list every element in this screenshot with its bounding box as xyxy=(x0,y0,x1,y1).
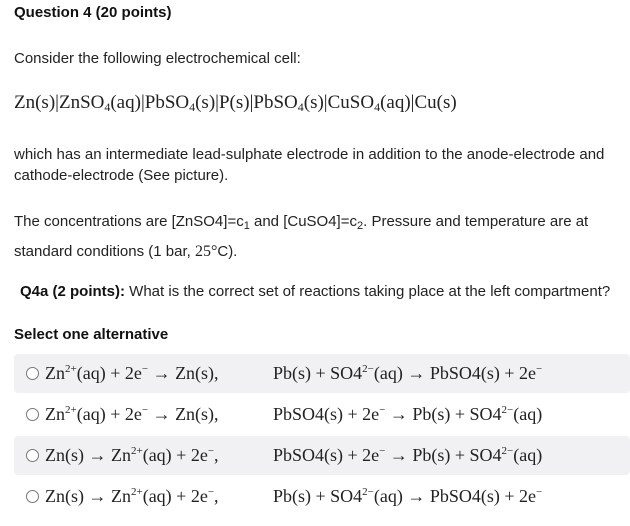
option-right-reaction: PbSO4(s) + $2e^- \to Pb(s) + SO4^{2-}(aq)$ xyxy=(273,445,543,465)
subquestion-text: What is the correct set of reactions taking place at the left compartment? xyxy=(125,283,611,300)
option-left-reaction: $Zn^{2+}(aq) + 2e^- \to Zn(s)$, xyxy=(45,363,219,383)
answer-options xyxy=(14,354,630,518)
option-left-reaction: $Zn(s) \to Zn^{2+}(aq) + 2e^-$, xyxy=(45,445,219,465)
subquestion-prompt xyxy=(20,282,610,302)
question-title: Question 4 (20 points) xyxy=(14,4,172,21)
cell-description: which has an intermediate lead-sulphate electrode in addition to the anode-electrode and cathode-electrode (See picture). xyxy=(14,146,605,184)
radio-button-icon[interactable] xyxy=(26,490,39,503)
subquestion-label: Q4a (2 points): xyxy=(20,283,126,300)
concentration-conditions: The concentrations are $[ZnSO4]=c_1$ and $[CuSO4]=c_2$. Pressure and temperature are at standard conditions (1 bar, 25°C). xyxy=(14,213,589,260)
option-right-reaction: PbSO4(s) + $2e^- \to Pb(s) + SO4^{2-}(aq)$ xyxy=(273,404,543,424)
answer-option-1[interactable] xyxy=(14,354,630,393)
select-one-label: Select one alternative xyxy=(14,326,169,343)
radio-button-icon[interactable] xyxy=(26,367,39,380)
option-right-reaction: $Pb(s) + SO4^{2-}(aq)$ → PbSO4(s) + 2e− xyxy=(273,486,543,506)
option-left-reaction: $Zn(s) \to Zn^{2+}(aq) + 2e^-$, xyxy=(45,486,219,506)
option-right-reaction: $Pb(s) + SO4^{2-}(aq)$ → PbSO4(s) + 2e− xyxy=(273,363,543,383)
question-intro: Consider the following electrochemical cell: xyxy=(14,50,301,67)
radio-button-icon[interactable] xyxy=(26,449,39,462)
answer-option-4[interactable] xyxy=(14,477,630,516)
cell-notation: Zn(s)|ZnSO$_4$(aq)|PbSO$_4$(s)|P(s)|PbSO$_4$(s)|CuSO$_4$(aq)|Cu(s) xyxy=(14,92,457,114)
radio-button-icon[interactable] xyxy=(26,408,39,421)
option-left-reaction: $Zn^{2+}(aq) + 2e^- \to Zn(s)$, xyxy=(45,404,219,424)
answer-option-3[interactable] xyxy=(14,436,630,475)
answer-option-2[interactable] xyxy=(14,395,630,434)
